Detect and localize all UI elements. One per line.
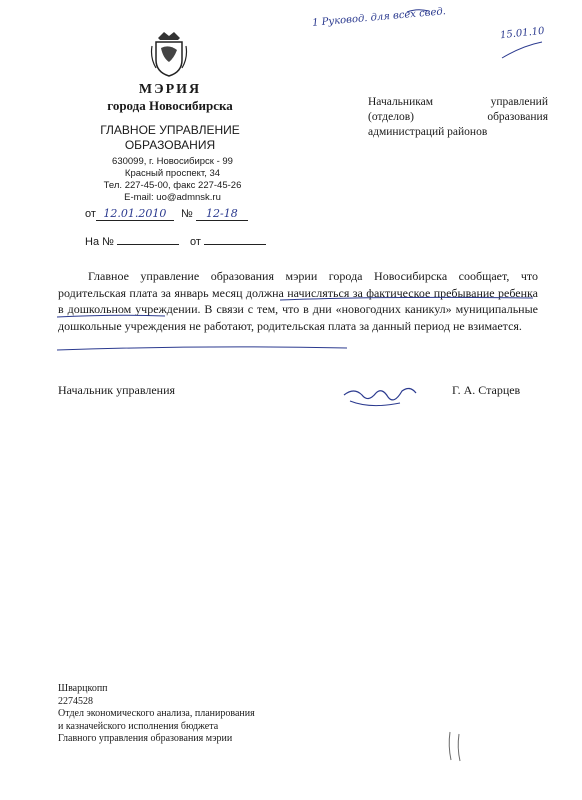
addressee-line3: администраций районов xyxy=(368,126,488,138)
ref-date-blank xyxy=(204,233,266,245)
email: E-mail: uo@admnsk.ru xyxy=(124,192,221,203)
contact-block xyxy=(85,156,260,204)
letter-body: Главное управление образования мэрии города Новосибирска сообщает, что родительская плата за январь месяц должна начисляться за фактическое пребывание ребенка в дошкольном учреждении. В связи с тем, что в дни «новогодних каникул» муниципальные дошкольные учреждения не работают, родительская плата за данный период не взимается. xyxy=(58,269,538,333)
number-label: № xyxy=(180,208,193,220)
phones: Тел. 227-45-00, факс 227-45-26 xyxy=(103,180,242,191)
addressee-line2: (отделов) образования xyxy=(368,111,548,123)
signatory-role: Начальник управления xyxy=(58,383,176,397)
org-name-line1: МЭРИЯ xyxy=(138,82,202,97)
executor-dept-line1: Отдел экономического анализа, планирования xyxy=(58,708,255,719)
resolution-text: 1 Руковод. для всех свед. xyxy=(311,6,447,29)
ref-from-label: от xyxy=(190,236,201,248)
executor-dept-line2: и казначейского исполнения бюджета xyxy=(58,720,219,732)
reference-line xyxy=(85,233,266,248)
executor-phone: 2274528 xyxy=(58,695,93,707)
date-label: от xyxy=(85,208,96,220)
executor-dept-line3: Главного управления образования мэрии xyxy=(58,733,233,744)
address-line2: Красный проспект, 34 xyxy=(124,168,221,179)
ref-label: На № xyxy=(85,236,114,248)
handwritten-corner-mark xyxy=(445,728,467,764)
address-line1: 630099, г. Новосибирск - 99 xyxy=(112,156,233,167)
department-line2: ОБРАЗОВАНИЯ xyxy=(124,138,216,152)
executor-block xyxy=(58,683,255,746)
addressee-line1: Начальникам управлений xyxy=(368,96,548,108)
ref-number-blank xyxy=(117,233,179,245)
handwritten-underlines xyxy=(55,290,545,360)
registration-line xyxy=(85,207,248,221)
executor-name: Шварцкопп xyxy=(58,683,108,694)
org-name-line2: города Новосибирска xyxy=(107,98,233,113)
resolution-date: 15.01.10 xyxy=(499,25,545,42)
signatory-name: Г. А. Старцев xyxy=(452,383,521,397)
coat-of-arms-icon xyxy=(150,28,188,78)
addressee-block xyxy=(368,95,548,140)
registration-date: 12.01.2010 xyxy=(96,207,174,221)
department-name xyxy=(95,123,245,153)
registration-number: 12-18 xyxy=(196,207,248,221)
signature-mark xyxy=(340,383,420,415)
department-line1: ГЛАВНОЕ УПРАВЛЕНИЕ xyxy=(100,123,240,137)
